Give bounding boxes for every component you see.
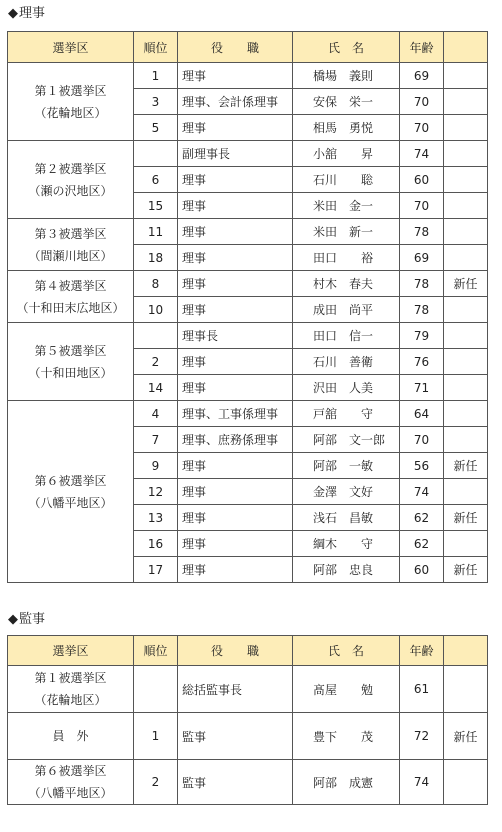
name-cell: 橋場 義則 (293, 63, 400, 89)
district-cell (8, 219, 134, 271)
header-age: 年齢 (400, 32, 444, 63)
age-cell: 69 (400, 245, 444, 271)
note-cell (444, 115, 488, 141)
role-cell: 理事 (178, 479, 293, 505)
note-cell: 新任 (444, 271, 488, 297)
district-label: 第４被選挙区 (34, 278, 107, 293)
name-cell: 沢田 人美 (293, 375, 400, 401)
name-cell: 綱木 守 (293, 531, 400, 557)
district-label: 第１被選挙区 (34, 83, 107, 98)
district-label: （十和田末広地区） (16, 300, 125, 315)
district-cell (8, 401, 134, 583)
rank-cell: 14 (134, 375, 178, 401)
district-label: 第２被選挙区 (34, 161, 107, 176)
role-cell: 監事 (178, 760, 293, 805)
age-cell: 76 (400, 349, 444, 375)
name-cell: 成田 尚平 (293, 297, 400, 323)
district-label: （花輪地区） (34, 693, 107, 707)
rank-cell: 1 (134, 63, 178, 89)
header-role: 役 職 (178, 636, 293, 666)
name-cell: 豊下 茂 (293, 713, 400, 760)
header-role: 役 職 (178, 32, 293, 63)
age-cell: 78 (400, 271, 444, 297)
table-row (8, 63, 488, 89)
district-label: 第６被選挙区 (34, 473, 107, 488)
rank-cell: 8 (134, 271, 178, 297)
district-label: 第１被選挙区 (34, 671, 107, 685)
age-cell: 64 (400, 401, 444, 427)
note-cell (444, 401, 488, 427)
auditors-header-row (8, 636, 488, 666)
role-cell: 理事 (178, 557, 293, 583)
note-cell (444, 141, 488, 167)
age-cell: 78 (400, 297, 444, 323)
rank-cell: 1 (134, 713, 178, 760)
district-label: 第５被選挙区 (34, 343, 107, 358)
rank-cell: 7 (134, 427, 178, 453)
rank-cell (134, 141, 178, 167)
note-cell: 新任 (444, 557, 488, 583)
note-cell: 新任 (444, 505, 488, 531)
age-cell: 61 (400, 666, 444, 713)
role-cell: 理事 (178, 271, 293, 297)
role-cell: 副理事長 (178, 141, 293, 167)
rank-cell: 17 (134, 557, 178, 583)
name-cell: 田口 信一 (293, 323, 400, 349)
table-row (8, 141, 488, 167)
name-cell: 金澤 文好 (293, 479, 400, 505)
note-cell (444, 666, 488, 713)
name-cell: 小舘 昇 (293, 141, 400, 167)
name-cell: 米田 新一 (293, 219, 400, 245)
district-label: 員 外 (52, 729, 89, 743)
directors-table (7, 31, 488, 583)
header-note (444, 32, 488, 63)
role-cell: 理事、会計係理事 (178, 89, 293, 115)
district-label: （間瀬川地区） (28, 248, 113, 263)
role-cell: 理事 (178, 453, 293, 479)
diamond-icon: ◆ (8, 612, 18, 627)
note-cell (444, 89, 488, 115)
directors-header-row (8, 32, 488, 63)
note-cell (444, 245, 488, 271)
name-cell: 米田 金一 (293, 193, 400, 219)
rank-cell: 10 (134, 297, 178, 323)
role-cell: 総括監事長 (178, 666, 293, 713)
district-label: （花輪地区） (34, 105, 107, 120)
name-cell: 石川 善衛 (293, 349, 400, 375)
role-cell: 理事 (178, 505, 293, 531)
district-label: （八幡平地区） (28, 495, 113, 510)
table-row (8, 401, 488, 427)
district-cell (8, 323, 134, 401)
rank-cell (134, 323, 178, 349)
name-cell: 阿部 忠良 (293, 557, 400, 583)
header-rank: 順位 (134, 636, 178, 666)
rank-cell: 18 (134, 245, 178, 271)
age-cell: 70 (400, 427, 444, 453)
age-cell: 60 (400, 167, 444, 193)
note-cell (444, 427, 488, 453)
role-cell: 理事 (178, 245, 293, 271)
age-cell: 62 (400, 505, 444, 531)
role-cell: 理事 (178, 193, 293, 219)
name-cell: 田口 裕 (293, 245, 400, 271)
note-cell (444, 479, 488, 505)
rank-cell: 3 (134, 89, 178, 115)
age-cell: 74 (400, 760, 444, 805)
district-cell (8, 271, 134, 323)
note-cell: 新任 (444, 713, 488, 760)
table-row (8, 666, 488, 713)
age-cell: 79 (400, 323, 444, 349)
district-label: （瀬の沢地区） (28, 183, 113, 198)
note-cell (444, 349, 488, 375)
district-label: 第３被選挙区 (34, 226, 107, 241)
age-cell: 56 (400, 453, 444, 479)
role-cell: 理事 (178, 297, 293, 323)
age-cell: 70 (400, 193, 444, 219)
header-rank: 順位 (134, 32, 178, 63)
header-district: 選挙区 (8, 636, 134, 666)
name-cell: 村木 春夫 (293, 271, 400, 297)
name-cell: 相馬 勇悦 (293, 115, 400, 141)
note-cell (444, 297, 488, 323)
name-cell: 阿部 文一郎 (293, 427, 400, 453)
table-row (8, 271, 488, 297)
header-name: 氏 名 (293, 32, 400, 63)
age-cell: 62 (400, 531, 444, 557)
district-label: （十和田地区） (28, 365, 113, 380)
role-cell: 理事、工事係理事 (178, 401, 293, 427)
note-cell: 新任 (444, 453, 488, 479)
rank-cell: 12 (134, 479, 178, 505)
role-cell: 理事長 (178, 323, 293, 349)
name-cell: 髙屋 勉 (293, 666, 400, 713)
rank-cell: 15 (134, 193, 178, 219)
note-cell (444, 167, 488, 193)
note-cell (444, 193, 488, 219)
note-cell (444, 219, 488, 245)
age-cell: 78 (400, 219, 444, 245)
auditors-table (7, 635, 488, 805)
age-cell: 70 (400, 89, 444, 115)
role-cell: 理事、庶務係理事 (178, 427, 293, 453)
rank-cell (134, 666, 178, 713)
table-row (8, 219, 488, 245)
age-cell: 72 (400, 713, 444, 760)
age-cell: 71 (400, 375, 444, 401)
rank-cell: 5 (134, 115, 178, 141)
name-cell: 阿部 成憲 (293, 760, 400, 805)
district-label: 第６被選挙区 (34, 764, 107, 778)
district-cell (8, 713, 134, 760)
rank-cell: 13 (134, 505, 178, 531)
district-label: （八幡平地区） (28, 786, 113, 800)
section-title-auditors (8, 612, 45, 628)
role-cell: 理事 (178, 349, 293, 375)
rank-cell: 9 (134, 453, 178, 479)
rank-cell: 2 (134, 349, 178, 375)
diamond-icon: ◆ (8, 6, 18, 21)
section-title-directors (8, 6, 45, 22)
district-cell (8, 63, 134, 141)
section-title-directors-label: 理事 (19, 6, 46, 21)
name-cell: 浅石 昌敏 (293, 505, 400, 531)
age-cell: 69 (400, 63, 444, 89)
header-district: 選挙区 (8, 32, 134, 63)
note-cell (444, 531, 488, 557)
header-age: 年齢 (400, 636, 444, 666)
note-cell (444, 63, 488, 89)
rank-cell: 11 (134, 219, 178, 245)
role-cell: 理事 (178, 167, 293, 193)
table-row (8, 760, 488, 805)
name-cell: 戸舘 守 (293, 401, 400, 427)
name-cell: 石川 聡 (293, 167, 400, 193)
name-cell: 安保 栄一 (293, 89, 400, 115)
section-title-auditors-label: 監事 (19, 612, 46, 627)
table-row (8, 713, 488, 760)
role-cell: 監事 (178, 713, 293, 760)
role-cell: 理事 (178, 115, 293, 141)
role-cell: 理事 (178, 531, 293, 557)
table-row (8, 323, 488, 349)
age-cell: 60 (400, 557, 444, 583)
header-name: 氏 名 (293, 636, 400, 666)
district-cell (8, 666, 134, 713)
rank-cell: 16 (134, 531, 178, 557)
note-cell (444, 375, 488, 401)
role-cell: 理事 (178, 375, 293, 401)
note-cell (444, 760, 488, 805)
header-note (444, 636, 488, 666)
age-cell: 74 (400, 141, 444, 167)
rank-cell: 6 (134, 167, 178, 193)
name-cell: 阿部 一敏 (293, 453, 400, 479)
rank-cell: 4 (134, 401, 178, 427)
role-cell: 理事 (178, 219, 293, 245)
age-cell: 70 (400, 115, 444, 141)
age-cell: 74 (400, 479, 444, 505)
note-cell (444, 323, 488, 349)
rank-cell: 2 (134, 760, 178, 805)
district-cell (8, 760, 134, 805)
role-cell: 理事 (178, 63, 293, 89)
district-cell (8, 141, 134, 219)
